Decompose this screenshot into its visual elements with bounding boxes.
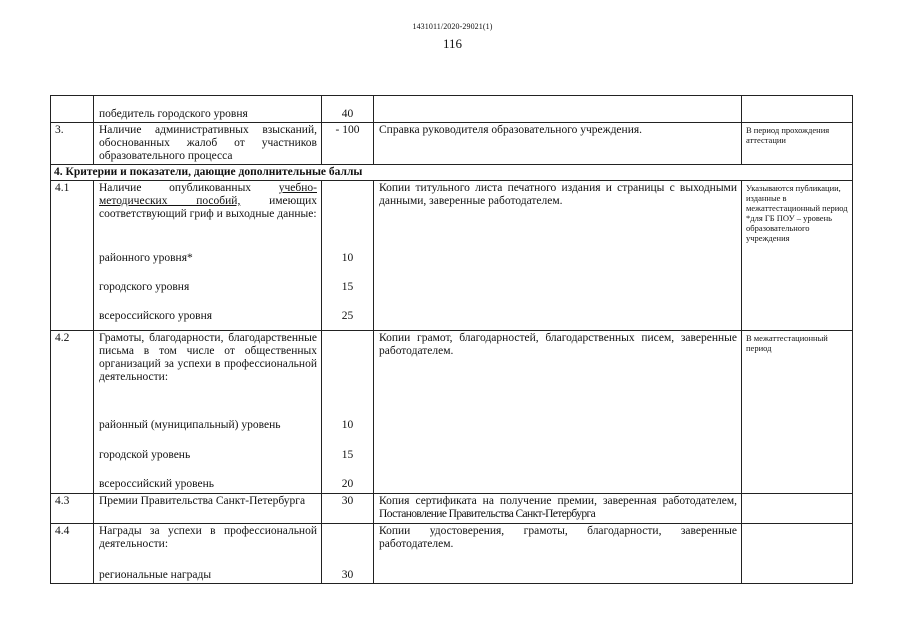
row-number-cell: 4.1 <box>51 181 94 331</box>
table-row <box>51 494 853 524</box>
points-cell <box>322 331 374 494</box>
row-number-cell: 4.2 <box>51 331 94 494</box>
document-text-condensed: Постановление Правительства Санкт-Петербурга <box>379 508 596 520</box>
criterion-description: Грамоты, благодарности, благодарственные письма в том числе от общественных организаций за успехи в профессиональной деятельности: <box>99 332 317 383</box>
document-cell <box>374 494 742 524</box>
points-value: 25 <box>341 310 354 322</box>
criterion-text: Наличие опубликованных <box>99 182 279 194</box>
page-number: 116 <box>442 36 463 51</box>
points-value: 30 <box>341 569 354 581</box>
table-row <box>51 524 853 584</box>
criteria-table <box>50 95 853 584</box>
document-cell <box>374 96 742 123</box>
criterion-text: победитель городского уровня <box>99 108 248 120</box>
note-cell <box>742 494 853 524</box>
note-cell <box>742 96 853 123</box>
level-label: региональные награды <box>99 569 212 581</box>
note-cell: В период прохождения аттестации <box>742 123 853 165</box>
level-label: городской уровень <box>99 449 191 461</box>
row-number-cell: 3. <box>51 123 94 165</box>
section-header-row <box>51 165 853 181</box>
table-row <box>51 331 853 494</box>
document-cell: Справка руководителя образовательного учреждения. <box>374 123 742 165</box>
criterion-cell <box>94 181 322 331</box>
points-cell <box>322 181 374 331</box>
row-number-cell <box>51 96 94 123</box>
points-cell: - 100 <box>322 123 374 165</box>
table-row <box>51 96 853 123</box>
level-label: всероссийского уровня <box>99 310 213 322</box>
level-label: районного уровня* <box>99 252 193 264</box>
note-cell: Указываются публикации, изданные в межаттестационный период *для ГБ ПОУ – уровень образовательного учреждения <box>742 181 853 331</box>
criterion-cell <box>94 524 322 584</box>
criterion-cell: Наличие административных взысканий, обоснованных жалоб от участников образовательного процесса <box>94 123 322 165</box>
note-cell <box>742 524 853 584</box>
criterion-description <box>99 182 317 221</box>
row-number-cell: 4.4 <box>51 524 94 584</box>
points-cell <box>322 96 374 123</box>
criterion-cell: Премии Правительства Санкт-Петербурга <box>94 494 322 524</box>
document-cell: Копии грамот, благодарностей, благодарственных писем, заверенные работодателем. <box>374 331 742 494</box>
document-cell: Копии удостоверения, грамоты, благодарности, заверенные работодателем. <box>374 524 742 584</box>
points-value: 15 <box>341 281 354 293</box>
level-label: городского уровня <box>99 281 190 293</box>
document-id: 1431011/2020-29021(1) <box>412 22 493 31</box>
points-cell: 30 <box>322 494 374 524</box>
criterion-underlined-text: учебно-методических пособий, <box>99 182 317 207</box>
note-cell: В межаттестационный период <box>742 331 853 494</box>
points-value: 20 <box>341 478 354 490</box>
table-row <box>51 123 853 165</box>
criterion-description: Награды за успехи в профессиональной деятельности: <box>99 525 317 550</box>
points-value: 15 <box>341 449 354 461</box>
row-number-cell: 4.3 <box>51 494 94 524</box>
table-row <box>51 181 853 331</box>
criterion-cell <box>94 96 322 123</box>
points-value: 40 <box>341 108 354 120</box>
criterion-text: имеющих соответствующий гриф и выходные данные: <box>99 195 318 220</box>
document-cell: Копии титульного листа печатного издания и страницы с выходными данными, заверенные работодателем. <box>374 181 742 331</box>
level-label: районный (муниципальный) уровень <box>99 419 281 431</box>
section-title: 4. Критерии и показатели, дающие дополнительные баллы <box>51 165 853 181</box>
level-label: всероссийский уровень <box>99 478 215 490</box>
document-text: Копия сертификата на получение премии, заверенная работодателем, <box>379 495 737 507</box>
points-value: 10 <box>341 419 354 431</box>
points-cell <box>322 524 374 584</box>
points-value: 10 <box>341 252 354 264</box>
criterion-cell <box>94 331 322 494</box>
